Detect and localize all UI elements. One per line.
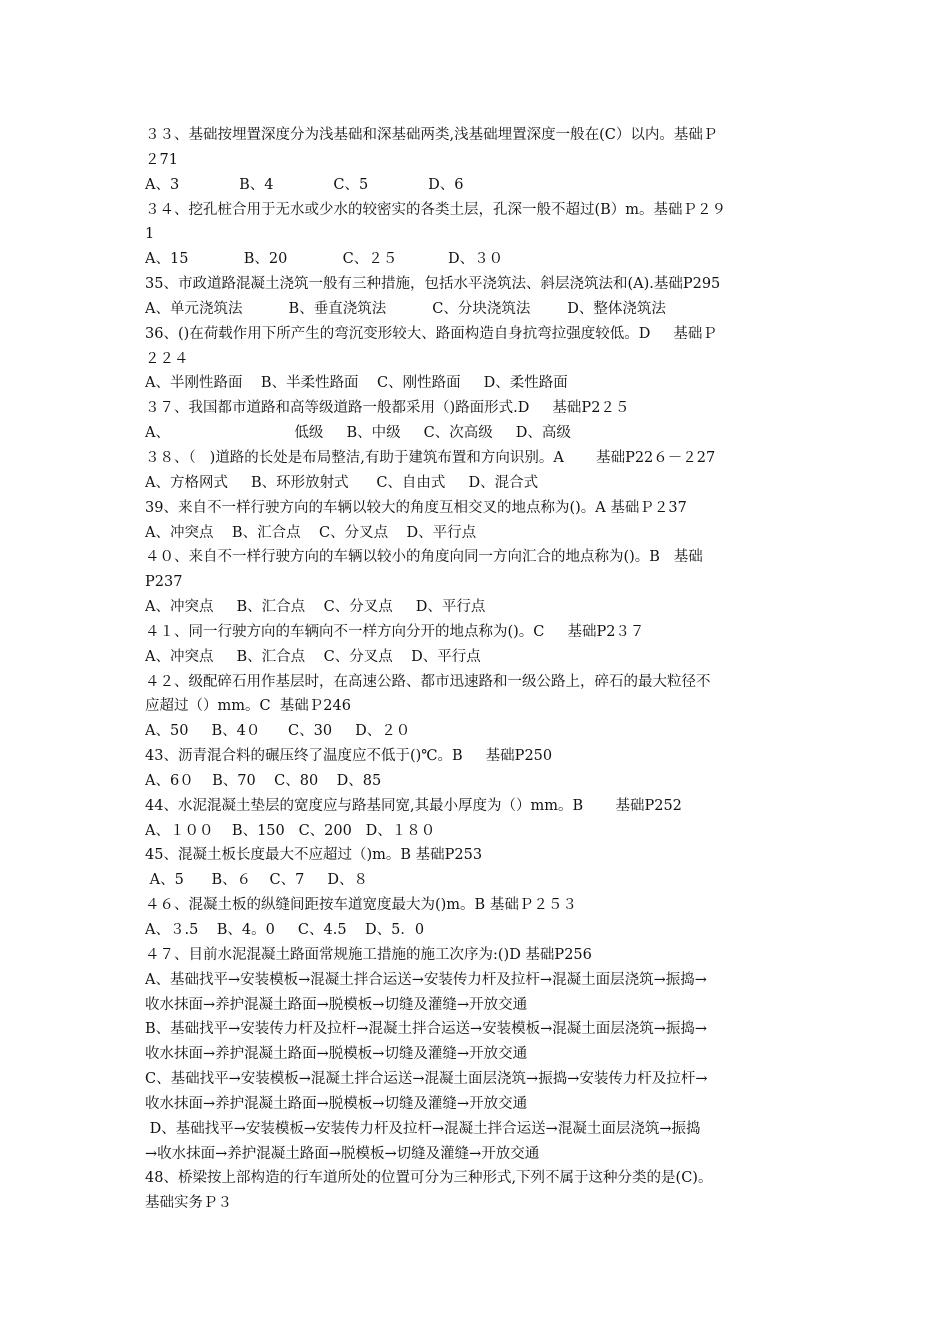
text-line: A、5 B、６ C、7 D、８ [145, 872, 369, 889]
text-line: ２２４ [145, 350, 189, 367]
text-line: A、１００ B、150 C、200 D、１８０ [145, 822, 436, 839]
text-line: ４６、混凝土板的纵缝间距按车道宽度最大为()m。B 基础Ｐ２５３ [145, 897, 577, 914]
text-line: 45、混凝土板长度最大不应超过（)m。B 基础P253 [145, 847, 483, 864]
text-line: C、基础找平→安装模板→混凝土拌合运送→混凝土面层浇筑→振捣→安装传力杆及拉杆→ [145, 1071, 708, 1088]
text-line: ３３、基础按埋置深度分为浅基础和深基础两类,浅基础埋置深度一般在(C）以内。基础Ｐ [145, 127, 718, 143]
text-line: A、３.5 B、4。0 C、4.5 D、5．0 [145, 922, 425, 938]
text-line: A、半刚性路面 B、半柔性路面 C、刚性路面 D、柔性路面 [145, 375, 568, 392]
text-line: 基础实务Ｐ３ [145, 1195, 232, 1212]
document-body [145, 123, 815, 1216]
text-line: 收水抹面→养护混凝土路面→脱模板→切缝及灌缝→开放交通 [145, 1095, 528, 1112]
text-line: ４７、目前水泥混凝土路面常规施工措施的施工次序为:()D 基础P256 [145, 946, 592, 963]
text-line: →收水抹面→养护混凝土路面→脱模板→切缝及灌缝→开放交通 [145, 1145, 540, 1162]
text-line: ３７、我国都市道路和高等级道路一般都采用（)路面形式.D 基础P2２５ [145, 400, 630, 417]
text-line: ４１、同一行驶方向的车辆向不一样方向分开的地点称为()。C 基础P2３７ [145, 623, 645, 640]
text-line: 35、市政道路混凝土浇筑一般有三种措施，包括水平浇筑法、斜层浇筑法和(A).基础P295 [145, 276, 721, 293]
text-line: 1 [145, 226, 155, 243]
text-line: D、基础找平→安装模板→安装传力杆及拉杆→混凝土拌合运送→混凝土面层浇筑→振捣 [145, 1120, 701, 1137]
text-line: 48、桥梁按上部构造的行车道所处的位置可分为三种形式,下列不属于这种分类的是(C)。 [145, 1170, 713, 1187]
text-line: P237 [145, 574, 183, 591]
text-line: A、基础找平→安装模板→混凝土拌合运送→安装传力杆及拉杆→混凝土面层浇筑→振捣→ [145, 971, 707, 988]
text-line: 44、水泥混凝土垫层的宽度应与路基同宽,其最小厚度为（）mm。B 基础P252 [145, 797, 682, 814]
text-line: A、6０ B、70 C、80 D、85 [145, 772, 382, 789]
text-line: A、冲突点 B、汇合点 C、分叉点 D、平行点 [145, 648, 481, 665]
text-line: A、 低级 B、中级 C、次高级 D、高级 [145, 425, 571, 442]
text-line: ４２、级配碎石用作基层时，在高速公路、都市迅速路和一级公路上，碎石的最大粒径不 [145, 673, 711, 690]
text-line: B、基础找平→安装传力杆及拉杆→混凝土拌合运送→安装模板→混凝土面层浇筑→振捣→ [145, 1021, 708, 1038]
text-line: A、冲突点 B、汇合点 C、分叉点 D、平行点 [145, 524, 477, 541]
text-line: 收水抹面→养护混凝土路面→脱模板→切缝及灌缝→开放交通 [145, 996, 528, 1013]
text-line: ３４、挖孔桩合用于无水或少水的较密实的各类土层，孔深一般不超过(B）m。基础Ｐ２９ [145, 201, 727, 218]
text-line: A、50 B、4０ C、30 D、２０ [145, 723, 411, 740]
text-line: 应超过（）mm。C 基础Ｐ246 [145, 698, 351, 715]
text-line: A、方格网式 B、环形放射式 C、自由式 D、混合式 [145, 474, 539, 491]
text-line: A、单元浇筑法 B、垂直浇筑法 C、分块浇筑法 D、整体浇筑法 [145, 300, 666, 317]
text-line: A、3 B、4 C、5 D、6 [145, 176, 464, 193]
text-line: 43、沥青混合料的碾压终了温度应不低于()℃。B 基础P250 [145, 748, 553, 765]
text-line: A、15 B、20 C、２５ D、３０ [145, 251, 504, 268]
text-line: ２71 [145, 151, 178, 168]
text-line: 收水抹面→养护混凝土路面→脱模板→切缝及灌缝→开放交通 [145, 1046, 528, 1063]
text-line: 39、来自不一样行驶方向的车辆以较大的角度互相交叉的地点称为()。A 基础Ｐ２37 [145, 499, 687, 516]
text-line: 36、()在荷载作用下所产生的弯沉变形较大、路面构造自身抗弯拉强度较低。D 基础Ｐ [145, 325, 717, 342]
text-line: A、冲突点 B、汇合点 C、分叉点 D、平行点 [145, 599, 486, 616]
text-line: ４０、来自不一样行驶方向的车辆以较小的角度向同一方向汇合的地点称为()。B 基础 [145, 549, 703, 566]
text-line: ３８、（ )道路的长处是布局整洁,有助于建筑布置和方向识别。A 基础P22６－２27 [145, 449, 716, 466]
